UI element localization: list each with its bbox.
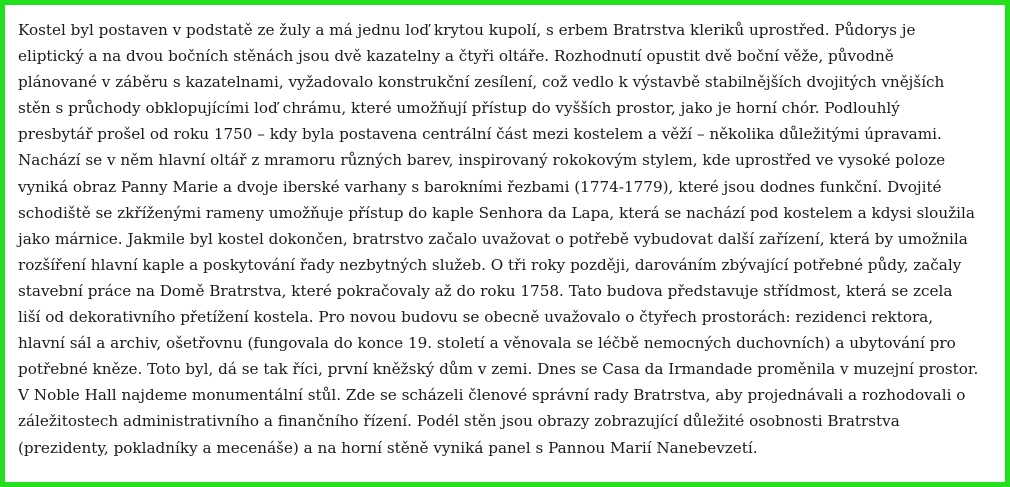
- text-line: Kostel byl postaven v podstatě ze žuly a má jednu loď krytou kupolí, s erbem Bratrstva kleriků uprostřed. Půdorys je: [18, 21, 916, 39]
- paragraph: [18, 17, 1006, 461]
- text-line: plánované v záběru s kazatelnami, vyžadovalo konstrukční zesílení, což vedlo k výstavbě stabilnějších dvojitých vnějších: [18, 73, 945, 92]
- text-line: hlavní sál a archiv, ošetřovnu (fungovala do konce 19. století a věnovala se léčbě nemocných duchovních) a ubytování pro: [18, 334, 956, 353]
- text-line: stěn s průchody obklopujícími loď chrámu, které umožňují přístup do vyšších prostor, jako je horní chór. Podlouhlý: [18, 99, 900, 118]
- text-line: schodiště se zkříženými rameny umožňuje přístup do kaple Senhora da Lapa, která se nachází pod kostelem a kdysi sloužila: [18, 203, 975, 222]
- text-line: vyniká obraz Panny Marie a dvoje iberské varhany s barokními řezbami (1774-1779), které jsou dodnes funkční. Dvojité: [18, 177, 942, 196]
- text-line: rozšíření hlavní kaple a poskytování řady nezbytných služeb. O tři roky později, darováním zbývající potřebné půdy, začaly: [18, 255, 962, 274]
- text-line: Nachází se v něm hlavní oltář z mramoru různých barev, inspirovaný rokokovým stylem, kde uprostřed ve vysoké poloze: [18, 151, 946, 170]
- text-line: jako márnice. Jakmile byl kostel dokončen, bratrstvo začalo uvažovat o potřebě vybudovat další zařízení, která by umožnila: [18, 229, 968, 248]
- text-line: presbytář prošel od roku 1750 – kdy byla postavena centrální část mezi kostelem a věží – několika důležitými úpravami.: [18, 125, 942, 144]
- text-line: liší od dekorativního přetížení kostela. Pro novou budovu se obecně uvažovalo o čtyřech prostorách: rezidenci rektora,: [18, 308, 934, 327]
- text-line: eliptický a na dvou bočních stěnách jsou dvě kazatelny a čtyři oltáře. Rozhodnutí opustit dvě boční věže, původně: [18, 47, 894, 66]
- text-line: záležitostech administrativního a finančního řízení. Podél stěn jsou obrazy zobrazující důležité osobnosti Bratrstva: [18, 412, 900, 431]
- text-line: V Noble Hall najdeme monumentální stůl. Zde se scházeli členové správní rady Bratrstva, aby projednávali a rozhodovali o: [18, 386, 966, 405]
- text-line: stavební práce na Domě Bratrstva, které pokračovaly až do roku 1758. Tato budova představuje střídmost, která se zcela: [18, 281, 953, 300]
- text-line: potřebné kněze. Toto byl, dá se tak říci, první kněžský dům v zemi. Dnes se Casa da Irmandade proměnila v muzejní prostor.: [18, 360, 979, 379]
- text-line: (prezidenty, pokladníky a mecenáše) a na horní stěně vyniká panel s Pannou Marií Nanebevzetí.: [18, 438, 758, 457]
